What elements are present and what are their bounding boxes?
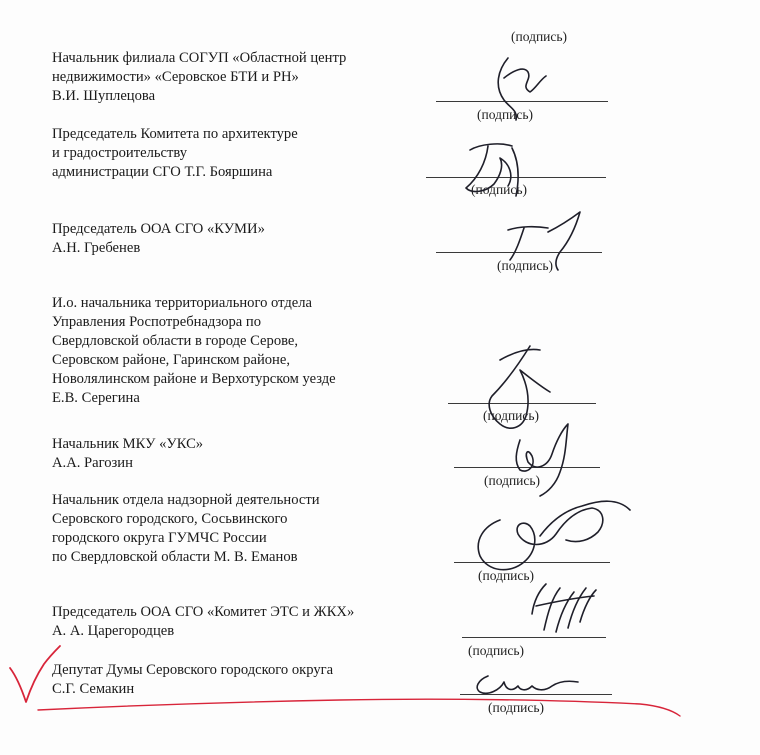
signatory-line: Депутат Думы Серовского городского округа (52, 662, 334, 678)
signatory-line: Свердловской области в городе Серове, (52, 333, 299, 349)
signatory-name: С.Г. Семакин (52, 681, 135, 697)
signatory-line: и градостроительству (52, 145, 188, 161)
signature-3 (508, 212, 580, 270)
signatory-line: И.о. начальника территориального отдела (52, 295, 313, 311)
signatory-line: Начальник филиала СОГУП «Областной центр (52, 50, 347, 66)
signatory-name: В.И. Шуплецова (52, 88, 156, 104)
signatory-line: Новолялинском районе и Верхотурском уезде (52, 371, 336, 387)
signature-2 (466, 144, 518, 196)
signature-8 (477, 676, 578, 693)
signature-caption: (подпись) (468, 643, 525, 658)
signatory-name: Е.В. Серегина (52, 390, 140, 406)
signature-caption: (подпись) (477, 107, 534, 122)
signature-5 (516, 424, 568, 496)
signature-caption: (подпись) (471, 182, 528, 197)
red-underline (38, 699, 680, 716)
signature-7 (532, 584, 596, 632)
check-mark (10, 646, 60, 702)
signatory-line: Управления Роспотребнадзора по (52, 314, 262, 330)
signatory-name: А.Н. Гребенев (52, 240, 141, 256)
signature-caption: (подпись) (483, 408, 540, 423)
signatory-line: городского округа ГУМЧС России (52, 530, 267, 546)
signatory-line: Серовского городского, Сосьвинского (52, 511, 288, 527)
signatory-name: администрации СГО Т.Г. Бояршина (52, 164, 273, 180)
signatory-line: Начальник отдела надзорной деятельности (52, 492, 320, 508)
signatory-line: Председатель ООА СГО «Комитет ЭТС и ЖКХ» (52, 604, 355, 620)
signature-4 (489, 346, 550, 428)
signature-caption: (подпись) (484, 473, 541, 488)
signatory-name: А.А. Рагозин (52, 455, 133, 471)
signature-6 (478, 501, 630, 569)
signatory-line: Серовском районе, Гаринском районе, (52, 352, 290, 368)
signatory-line: Начальник МКУ «УКС» (52, 436, 204, 452)
signature-caption: (подпись) (478, 568, 535, 583)
signature-caption: (подпись) (488, 700, 545, 715)
signatory-line: Председатель ООА СГО «КУМИ» (52, 221, 265, 237)
signatory-name: А. А. Царегородцев (52, 623, 175, 639)
signature-caption: (подпись) (511, 29, 568, 44)
signature-caption: (подпись) (497, 258, 554, 273)
signature-1 (498, 58, 546, 120)
signatory-line: недвижимости» «Серовское БТИ и РН» (52, 69, 299, 85)
signatory-name: по Свердловской области М. В. Еманов (52, 549, 298, 565)
signatory-line: Председатель Комитета по архитектуре (52, 126, 298, 142)
